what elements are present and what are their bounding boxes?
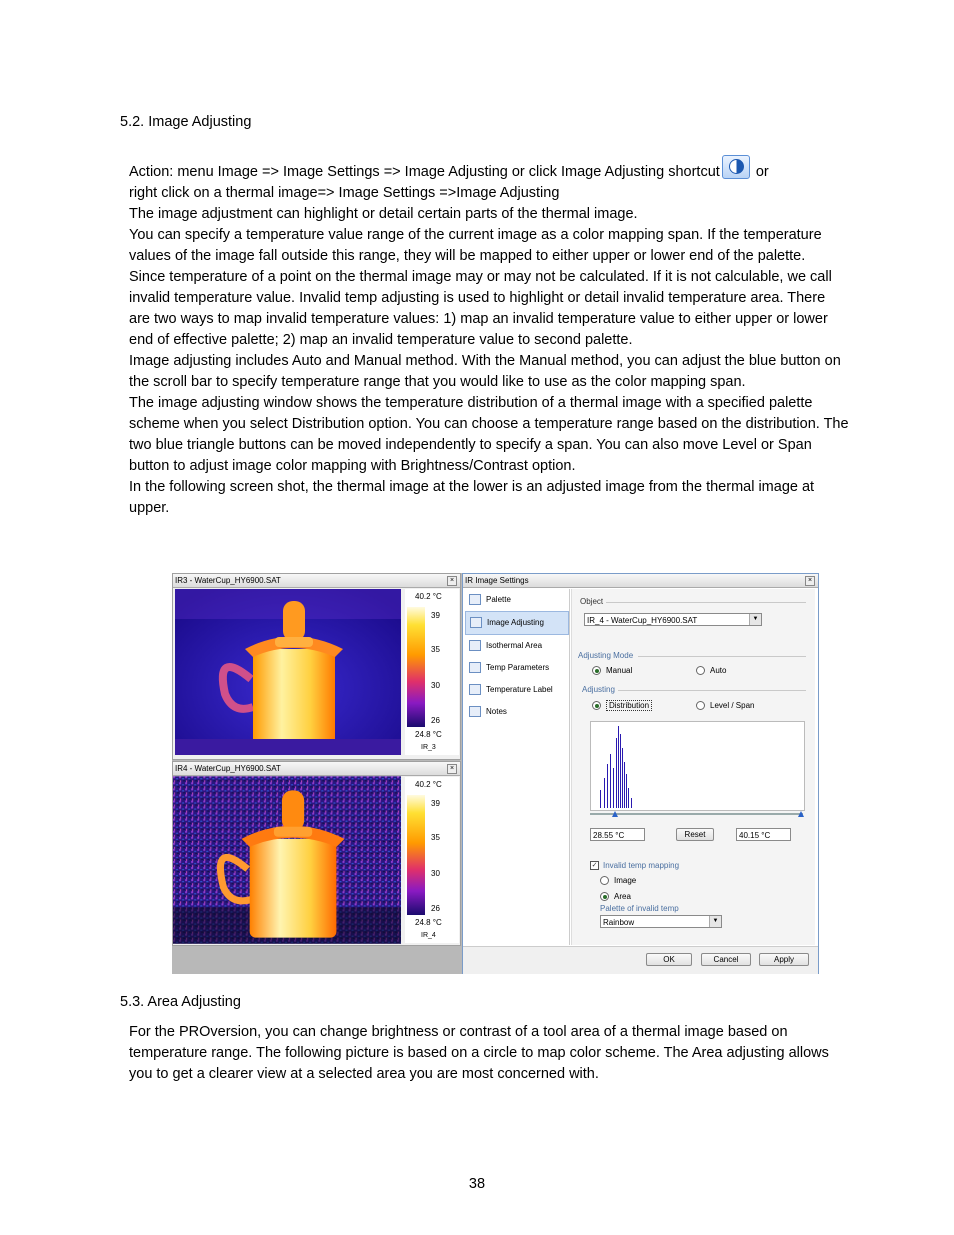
radio-level-span[interactable] <box>696 701 754 710</box>
lower-thermal-window <box>172 761 461 946</box>
radio-area[interactable] <box>600 892 631 901</box>
upper-window-titlebar <box>173 574 460 588</box>
chevron-down-icon: ▼ <box>709 916 721 927</box>
action-text-suffix: or <box>751 164 769 180</box>
radio-label: Auto <box>710 666 727 675</box>
nav-label: Isothermal Area <box>486 641 543 650</box>
radio-dot <box>600 876 609 885</box>
isothermal-icon <box>469 640 481 651</box>
lower-window-titlebar <box>173 762 460 776</box>
palette-bar <box>407 607 425 727</box>
image-adjusting-shortcut-icon <box>722 155 750 179</box>
nav-label: Temperature Label <box>486 685 553 694</box>
object-value: IR_4 - WaterCup_HY6900.SAT <box>587 616 698 625</box>
adjusting-label: Adjusting <box>582 685 615 694</box>
nav-label: Temp Parameters <box>486 663 550 672</box>
scale-tick: 26 <box>431 716 440 725</box>
action-text: Action: menu Image => Image Settings => Image Adjusting or click Image Adjusting shortcut <box>129 164 720 180</box>
nav-palette[interactable] <box>465 589 569 611</box>
upper-thermal-image <box>175 589 401 755</box>
radio-dot <box>696 666 705 675</box>
ir-image-settings-dialog <box>462 573 819 974</box>
action-line <box>129 155 849 183</box>
lower-thermal-image <box>173 776 401 944</box>
nav-label: Palette <box>486 595 511 604</box>
cancel-button[interactable]: Cancel <box>701 953 751 966</box>
nav-notes[interactable] <box>465 701 569 723</box>
radio-dot <box>592 701 601 710</box>
palette-invalid-value: Rainbow <box>603 918 635 927</box>
scale-tick: 35 <box>431 833 440 842</box>
paragraph: The image adjusting window shows the temperature distribution of a thermal image with a specified palette scheme when you select Distribution option. You can choose a temperature range based on the distribution. The two blue triangle buttons can be moved independently to specify a span. You can also move Level or Span button to adjust image color mapping with Brightness/Contrast option. <box>129 395 849 474</box>
palette-invalid-label: Palette of invalid temp <box>600 904 679 913</box>
nav-label: Image Adjusting <box>487 618 544 627</box>
paragraph: Image adjusting includes Auto and Manual method. With the Manual method, you can adjust the blue button on the scroll bar to specify temperature range that you would like to use as the color mapping span. <box>129 353 841 390</box>
radio-label: Level / Span <box>710 701 755 710</box>
divider <box>606 602 806 603</box>
radio-dot <box>592 666 601 675</box>
paragraph: You can specify a temperature value range of the current image as a color mapping span. If the temperature values of the image fall outside this range, they will be mapped to either upper or lower end of the palette. <box>129 227 822 264</box>
nav-isothermal-area[interactable] <box>465 635 569 657</box>
scale-tick: 30 <box>431 681 440 690</box>
notes-icon <box>469 706 481 717</box>
radio-image[interactable] <box>600 876 636 885</box>
scale-min: 24.8 °C <box>415 730 442 739</box>
upper-temperature-scale <box>405 589 459 755</box>
section-heading-image-adjusting: 5.2. Image Adjusting <box>120 114 252 130</box>
upper-thermal-window <box>172 573 461 760</box>
scale-tick: 39 <box>431 611 440 620</box>
section-body <box>129 155 849 519</box>
scale-min: 24.8 °C <box>415 918 442 927</box>
invalid-temp-mapping-checkbox[interactable] <box>590 861 679 870</box>
checkmark-icon: ✓ <box>591 862 598 870</box>
temperature-distribution-histogram <box>590 721 805 811</box>
scale-tick: 26 <box>431 904 440 913</box>
nav-temperature-label[interactable] <box>465 679 569 701</box>
section-heading-area-adjusting: 5.3. Area Adjusting <box>120 994 241 1010</box>
lower-temperature-scale <box>405 777 459 943</box>
histogram-bar <box>631 798 632 808</box>
radio-distribution[interactable] <box>592 701 652 710</box>
scale-max: 40.2 °C <box>415 780 442 789</box>
radio-auto[interactable] <box>696 666 726 675</box>
radio-label: Area <box>614 892 631 901</box>
ok-button[interactable]: OK <box>646 953 692 966</box>
nav-label: Notes <box>486 707 507 716</box>
paragraph: For the PROversion, you can change brightness or contrast of a tool area of a thermal image based on temperature range. The following picture is based on a circle to map color scheme. The Area adjusting allows you to get a clearer view at a selected area you are most concerned with. <box>129 1024 829 1082</box>
chevron-down-icon: ▼ <box>749 614 761 625</box>
palette-icon <box>469 594 481 605</box>
histogram-bar <box>600 790 601 808</box>
settings-titlebar <box>463 574 818 588</box>
low-triangle-handle[interactable] <box>612 811 618 817</box>
nav-temp-parameters[interactable] <box>465 657 569 679</box>
paragraph: Since temperature of a point on the thermal image may or may not be calculated. If it is not calculable, we call invalid temperature value. Invalid temp adjusting is used to highlight or detail invalid temperature area. There are two ways to map invalid temperature values: 1) map an invalid temperature value to either upper or lower end of effective palette; 2) map an invalid temperature value to second palette. <box>129 269 832 348</box>
palette-invalid-select[interactable] <box>600 915 722 928</box>
radio-label: Distribution <box>606 700 652 711</box>
radio-dot <box>696 701 705 710</box>
image-label: IR_3 <box>421 744 436 751</box>
nav-image-adjusting[interactable] <box>465 611 569 635</box>
palette-bar <box>407 795 425 915</box>
object-select[interactable] <box>584 613 762 626</box>
object-group-label: Object <box>580 597 604 606</box>
divider <box>638 656 806 657</box>
histogram-bar <box>613 768 614 808</box>
image-adjusting-pane <box>571 589 815 945</box>
paragraph: In the following screen shot, the thermal image at the lower is an adjusted image from the thermal image at upper. <box>129 479 815 516</box>
histogram-bar <box>610 754 611 808</box>
lower-window-title: IR4 - WaterCup_HY6900.SAT <box>175 764 281 773</box>
close-icon[interactable]: × <box>805 576 815 586</box>
paragraph: right click on a thermal image=> Image Settings =>Image Adjusting <box>129 185 560 201</box>
radio-label: Image <box>614 876 637 885</box>
image-adjusting-icon <box>470 617 482 628</box>
scale-tick: 30 <box>431 869 440 878</box>
high-temp-spinner[interactable] <box>736 828 791 841</box>
parameters-icon <box>469 662 481 673</box>
histogram-bar <box>607 764 608 808</box>
adjusting-mode-label: Adjusting Mode <box>578 651 634 660</box>
settings-nav <box>465 589 570 945</box>
divider <box>618 690 806 691</box>
section-body <box>129 1022 849 1085</box>
scale-max: 40.2 °C <box>415 592 442 601</box>
close-icon[interactable]: × <box>447 764 457 774</box>
low-temp-spinner[interactable] <box>590 828 645 841</box>
radio-label: Manual <box>606 666 633 675</box>
reset-button[interactable]: Reset <box>676 828 714 841</box>
high-triangle-handle[interactable] <box>798 811 804 817</box>
image-label: IR_4 <box>421 932 436 939</box>
radio-dot <box>600 892 609 901</box>
low-temp-value: 28.55 °C <box>593 831 625 840</box>
scale-tick: 39 <box>431 799 440 808</box>
histogram-bar <box>604 778 605 808</box>
apply-button[interactable]: Apply <box>759 953 809 966</box>
close-icon[interactable]: × <box>447 576 457 586</box>
checkbox-label: Invalid temp mapping <box>603 861 680 870</box>
label-icon <box>469 684 481 695</box>
page-number: 38 <box>468 1176 486 1192</box>
scale-tick: 35 <box>431 645 440 654</box>
upper-window-title: IR3 - WaterCup_HY6900.SAT <box>175 576 281 585</box>
high-temp-value: 40.15 °C <box>739 831 771 840</box>
span-scrollbar[interactable] <box>590 813 803 815</box>
screenshot-figure <box>172 573 819 974</box>
settings-title: IR Image Settings <box>465 576 529 585</box>
histogram-bar <box>628 788 629 808</box>
dialog-footer <box>463 946 818 974</box>
radio-manual[interactable] <box>592 666 632 675</box>
paragraph: The image adjustment can highlight or detail certain parts of the thermal image. <box>129 206 638 222</box>
